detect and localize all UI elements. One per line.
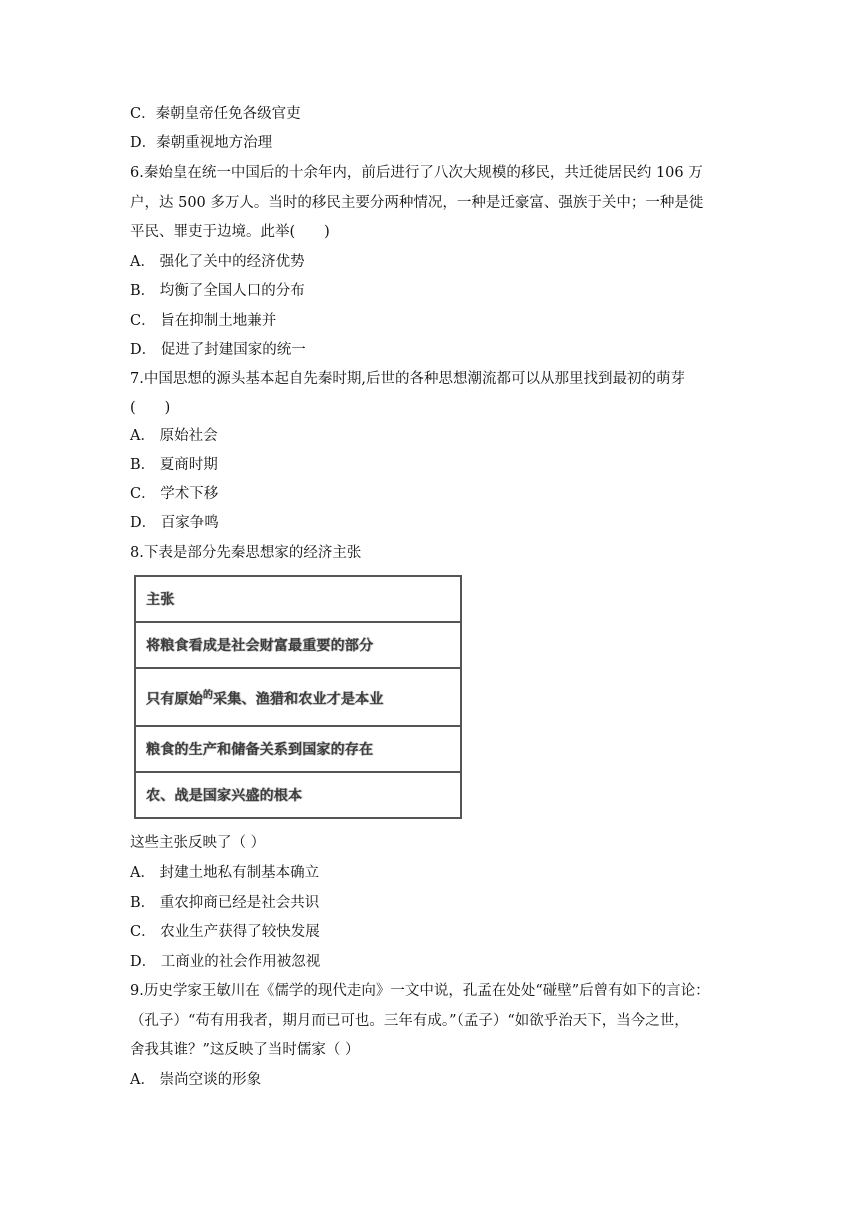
q7-stem-line1: 7.中国思想的源头基本起自先秦时期,后世的各种思想潮流都可以从那里找到最初的萌芽 xyxy=(130,371,685,387)
q9-stem-line3: 舍我其谁？”这反映了当时儒家（ ） xyxy=(130,1042,360,1058)
table-row-2-pre: 只有原始 xyxy=(146,691,203,708)
table-row-2 xyxy=(135,668,461,726)
q9-stem-line1: 9.历史学家王敏川在《儒学的现代走向》一文中说，孔孟在处处“碰壁”后曾有如下的言论： xyxy=(130,983,710,999)
q8-option-a: A． 封建土地私有制基本确立 xyxy=(130,865,320,881)
q6-option-c: C． 旨在抑制土地兼并 xyxy=(130,313,277,329)
table-header-cell: 主张 xyxy=(135,576,461,622)
q6-option-a: A． 强化了关中的经济优势 xyxy=(130,254,305,270)
q7-option-d: D． 百家争鸣 xyxy=(130,515,219,531)
q8-stem: 8.下表是部分先秦思想家的经济主张 xyxy=(130,545,362,561)
q7-stem-line2: ( ) xyxy=(130,400,171,416)
q6-option-b: B． 均衡了全国人口的分布 xyxy=(130,283,305,299)
table-row-2-post: 采集、渔猎和农业才是本业 xyxy=(213,691,384,708)
q7-option-b: B． 夏商时期 xyxy=(130,457,218,473)
q9-stem-line2: （孔子）“苟有用我者，期月而已可也。三年有成。”（孟子）“如欲乎治天下，当今之世， xyxy=(130,1013,689,1029)
q8-option-b: B． 重农抑商已经是社会共识 xyxy=(130,895,320,911)
q6-stem-line3: 平民、罪吏于边境。此举( ) xyxy=(130,224,330,240)
q5-option-d: D．秦朝重视地方治理 xyxy=(130,135,273,151)
economic-views-table xyxy=(134,575,462,819)
q9-option-a: A． 崇尚空谈的形象 xyxy=(130,1072,262,1088)
q6-stem-line2: 户，达 500 多万人。当时的移民主要分两种情况，一种是迁豪富、强族于关中；一种是徙 xyxy=(130,195,704,211)
table-row-4: 农、战是国家兴盛的根本 xyxy=(135,772,461,818)
q6-stem-line1: 6.秦始皇在统一中国后的十余年内，前后进行了八次大规模的移民，共迁徙居民约 106 万 xyxy=(130,165,703,181)
q8-option-d: D． 工商业的社会作用被忽视 xyxy=(130,954,321,970)
table-row-1: 将粮食看成是社会财富最重要的部分 xyxy=(135,622,461,668)
table-row-3: 粮食的生产和储备关系到国家的存在 xyxy=(135,726,461,772)
q6-option-d: D． 促进了封建国家的统一 xyxy=(130,342,306,358)
table-row-2-sup: 的 xyxy=(202,689,214,701)
q7-option-c: C． 学术下移 xyxy=(130,486,219,502)
q7-option-a: A． 原始社会 xyxy=(130,428,218,444)
q5-option-c: C．秦朝皇帝任免各级官吏 xyxy=(130,106,301,122)
q8-question: 这些主张反映了（ ） xyxy=(130,835,266,851)
q8-option-c: C． 农业生产获得了较快发展 xyxy=(130,924,320,940)
